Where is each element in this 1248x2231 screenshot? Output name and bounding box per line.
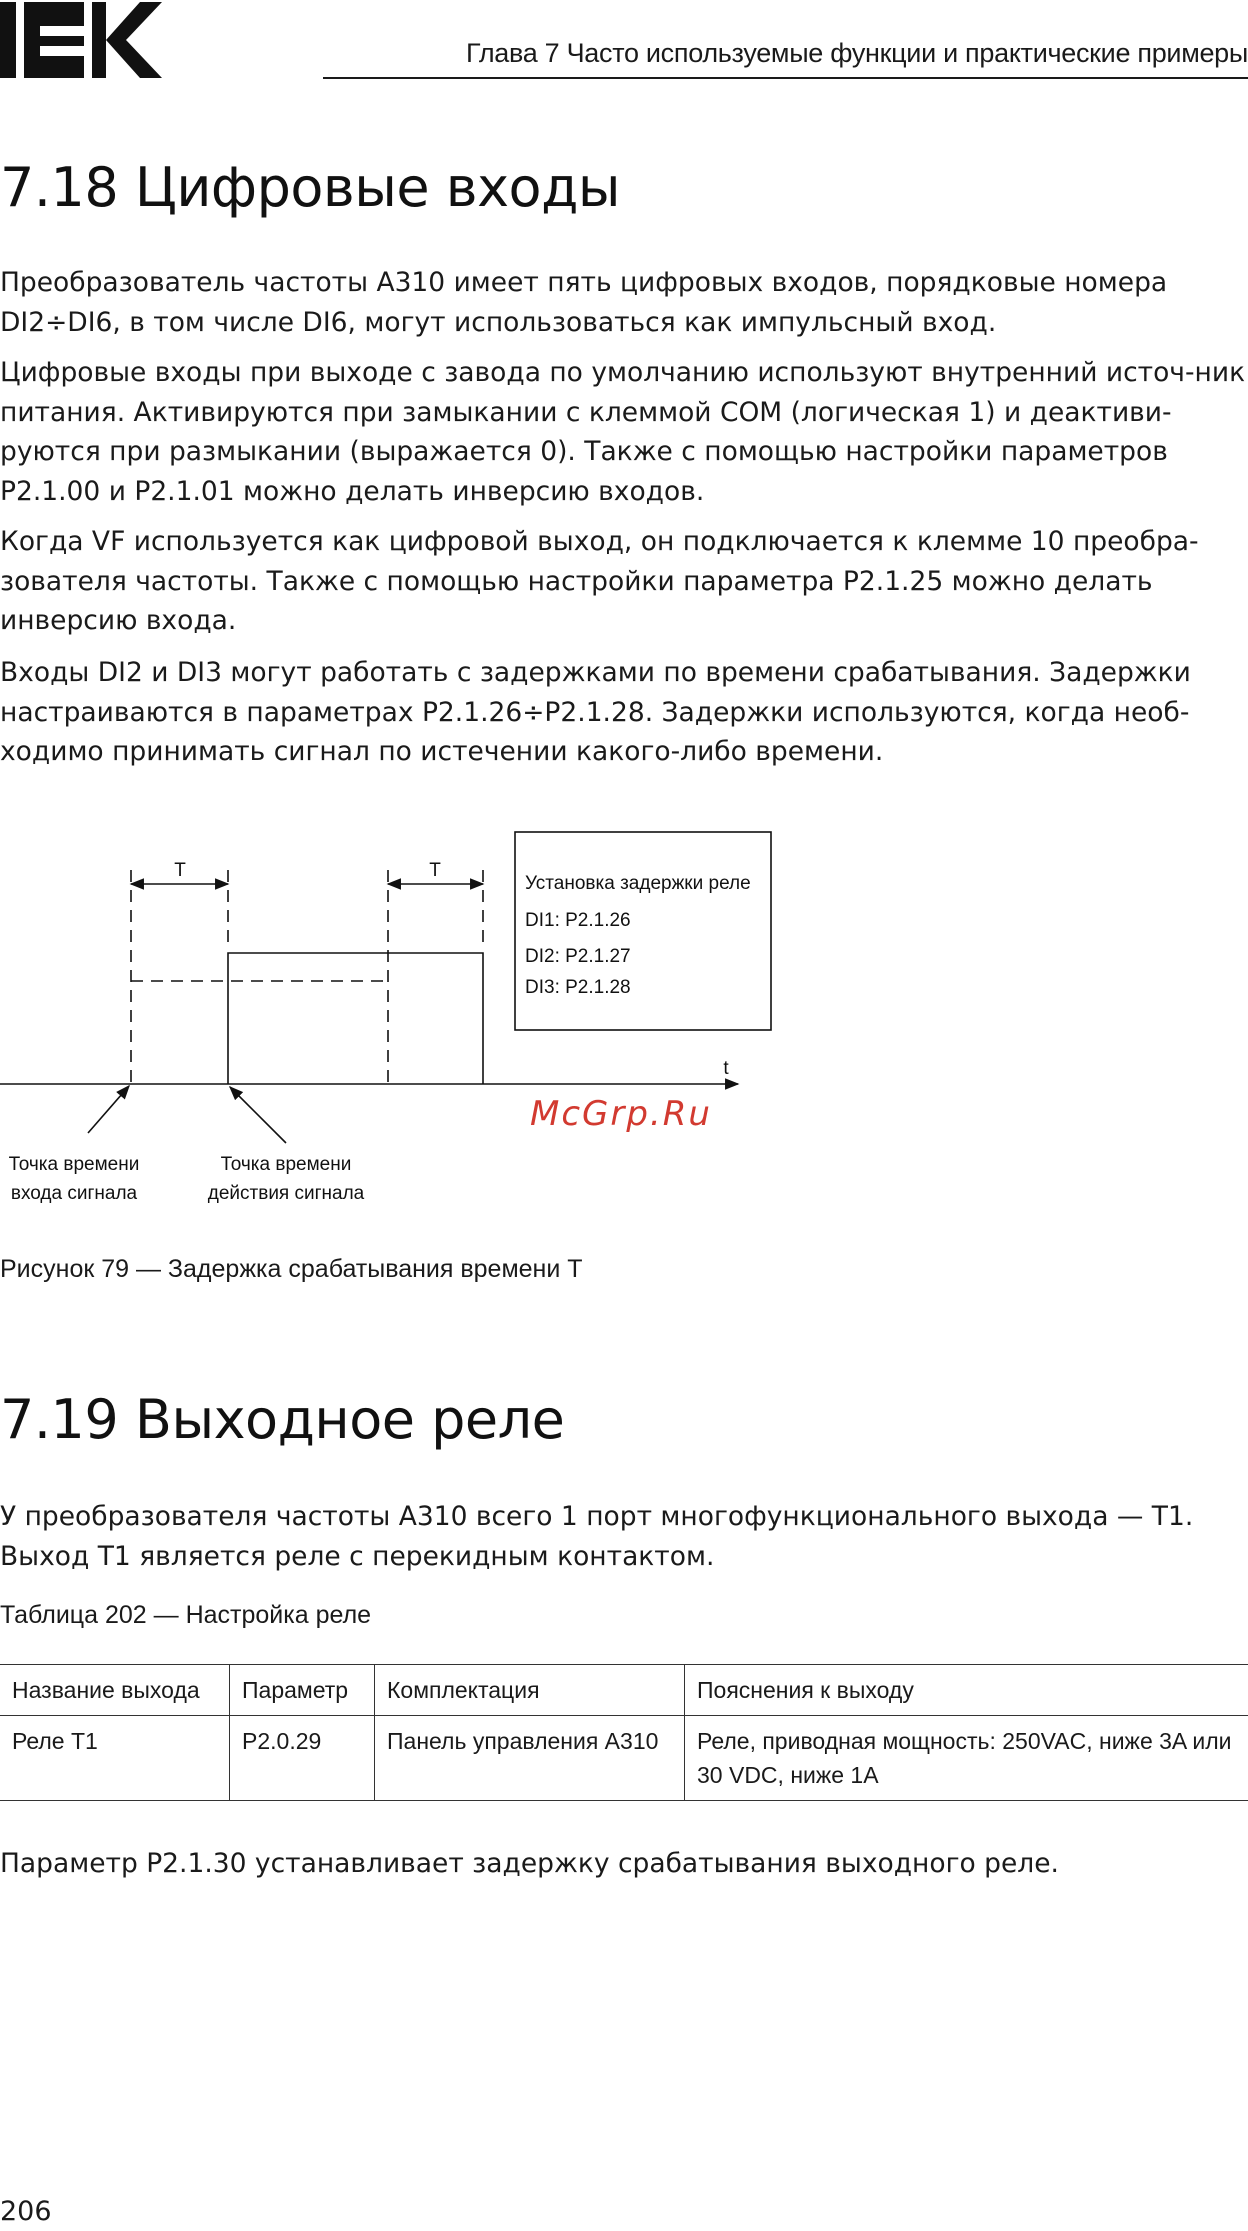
paragraph: У преобразователя частоты А310 всего 1 порт многофункционального выхода — T1. Выход T1 является реле с перекидным контактом. (0, 1501, 1194, 1572)
watermark: McGrp.Ru (530, 1094, 712, 1134)
table-cell: Панель управления А310 (375, 1716, 685, 1801)
relay-settings-table (0, 1664, 1248, 1801)
paragraph: Входы DI2 и DI3 могут работать с задержками по времени срабатывания. Задержки настраиваются в параметрах P2.1.26÷P2.1.28. Задержки используются, когда необ-ходимо принимать сигнал по истечении какого-либо времени. (0, 657, 1191, 767)
figure-caption: Рисунок 79 — Задержка срабатывания времени T (0, 1255, 583, 1283)
table-header-row (0, 1665, 1248, 1716)
header-divider (323, 77, 1248, 79)
t-label: T (429, 860, 441, 881)
paragraph: Параметр P2.1.30 устанавливает задержку срабатывания выходного реле. (0, 1848, 1059, 1879)
table-cell: P2.0.29 (230, 1716, 375, 1801)
table-cell: Реле, приводная мощность: 250VAC, ниже 3A или 30 VDC, ниже 1A (685, 1716, 1248, 1801)
signal-input-time-label: входа сигнала (10, 1183, 138, 1204)
chapter-title: Глава 7 Часто используемые функции и практические примеры (466, 38, 1248, 68)
timing-diagram (0, 820, 790, 1230)
column-header: Название выхода (0, 1665, 230, 1716)
column-header: Пояснения к выходу (685, 1665, 1248, 1716)
column-header: Комплектация (375, 1665, 685, 1716)
table-caption: Таблица 202 — Настройка реле (0, 1601, 372, 1629)
paragraph: Цифровые входы при выходе с завода по умолчанию используют внутренний источ-ник питания. Активируются при замыкании с клеммой COM (логическая 1) и деактиви-руются при размыкании (выражается 0). Также с помощью настройки параметров P2.1.00 и P2.1.01 можно делать инверсию входов. (0, 357, 1246, 507)
relay-delay-line: DI1: P2.1.26 (525, 910, 631, 931)
paragraph: Когда VF используется как цифровой выход, он подключается к клемме 10 преобра-зователя частоты. Также с помощью настройки параметра P2.1.25 можно делать инверсию входа. (0, 526, 1199, 636)
relay-delay-line: DI3: P2.1.28 (525, 977, 631, 998)
signal-action-time-label: Точка времени (220, 1154, 352, 1175)
signal-input-time-label: Точка времени (8, 1154, 140, 1175)
relay-delay-box-title: Установка задержки реле (525, 873, 751, 894)
axis-label-t: t (723, 1058, 729, 1079)
signal-action-time-label: действия сигнала (207, 1183, 365, 1204)
relay-delay-box (515, 832, 771, 1030)
paragraph: Преобразователь частоты А310 имеет пять цифровых входов, порядковые номера DI2÷DI6, в том числе DI6, могут использоваться как импульсный вход. (0, 267, 1168, 338)
table-row (0, 1716, 1248, 1801)
table-cell: Реле T1 (0, 1716, 230, 1801)
iek-logo (0, 0, 165, 80)
output-signal-pulse (228, 953, 483, 1084)
section-title-7-18: 7.18 Цифровые входы (0, 156, 621, 219)
section-title-7-19: 7.19 Выходное реле (0, 1388, 565, 1451)
relay-delay-line: DI2: P2.1.27 (525, 946, 631, 967)
t-label: T (174, 860, 186, 881)
page-number: 206 (0, 2196, 52, 2227)
column-header: Параметр (230, 1665, 375, 1716)
